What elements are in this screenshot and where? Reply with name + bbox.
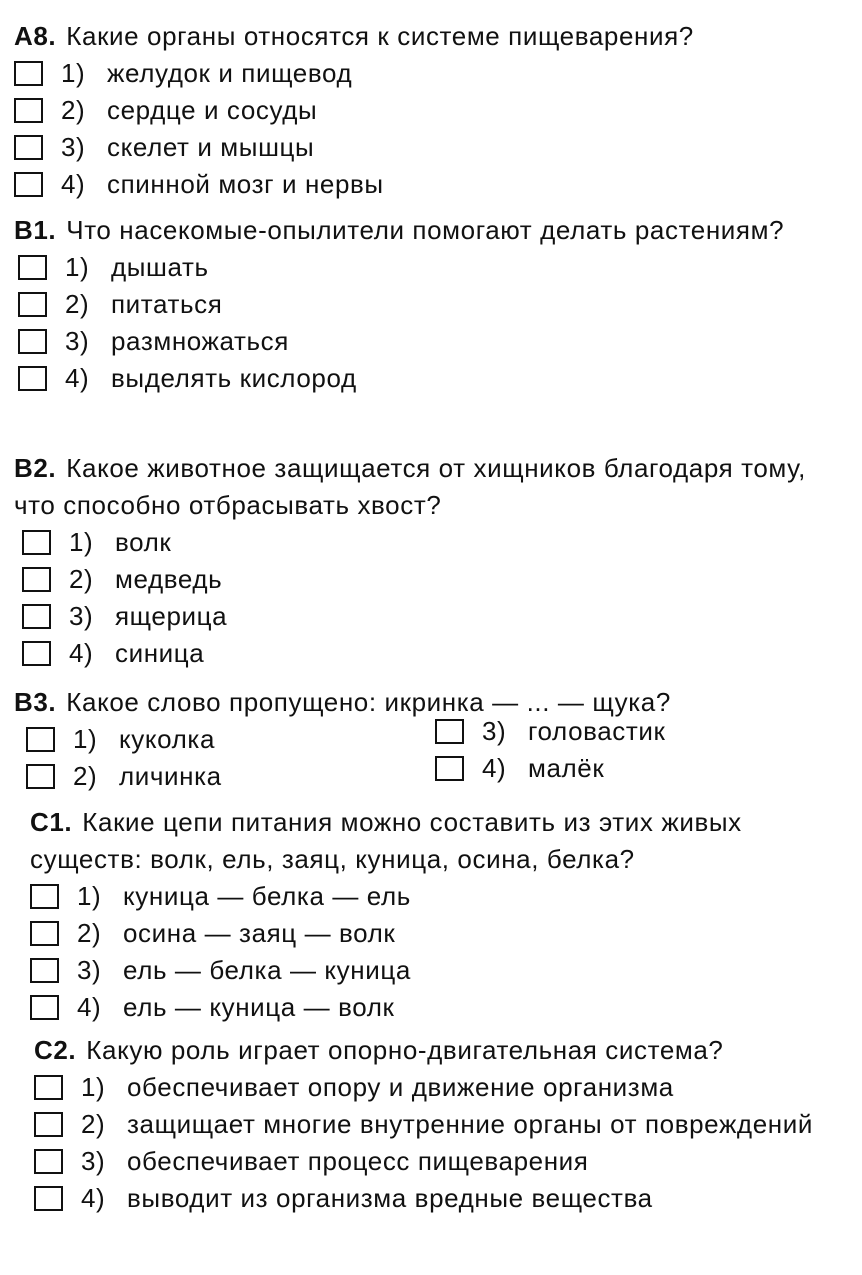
answer-checkbox[interactable] [22,530,51,555]
option-number: 2) [81,1109,106,1139]
question-text: Какую роль играет опорно-двигательная система? [86,1035,724,1065]
option-text: дышать [111,252,209,282]
answer-option [34,1106,848,1143]
answer-checkbox[interactable] [34,1186,63,1211]
answer-option [14,129,862,166]
question-heading [0,1032,862,1069]
option-number: 1) [65,252,90,282]
question-code: С2. [34,1035,77,1065]
option-number: 1) [77,881,102,911]
option-text: питаться [111,289,223,319]
question-b1 [0,212,862,397]
question-b2 [0,450,862,672]
answer-option [34,1069,848,1106]
option-number: 2) [73,761,98,791]
answer-checkbox[interactable] [14,98,43,123]
question-heading [0,212,862,249]
answer-checkbox[interactable] [22,641,51,666]
answer-checkbox[interactable] [22,604,51,629]
option-text: осина — заяц — волк [123,918,396,948]
option-number: 4) [65,363,90,393]
option-text: спинной мозг и нервы [107,169,384,199]
option-text: куница — белка — ель [123,881,411,911]
option-text: волк [115,527,172,557]
question-a8 [0,18,862,203]
question-text: Какое животное защищается от хищников благодаря тому, что способно отбрасывать хвост? [14,453,806,520]
answer-option [30,915,862,952]
question-text: Какие органы относятся к системе пищеварения? [66,21,694,51]
question-c2 [0,1032,862,1217]
answer-option [26,758,453,795]
question-heading [0,450,862,524]
option-text: выделять кислород [111,363,357,393]
option-text: синица [115,638,205,668]
answer-option [14,166,862,203]
answer-option [30,878,862,915]
answer-option [22,635,862,672]
question-code: В1. [14,215,57,245]
option-number: 2) [65,289,90,319]
question-text: Какие цепи питания можно составить из этих живых существ: волк, ель, заяц, куница, осина, белка? [30,807,742,874]
option-number: 4) [77,992,102,1022]
answer-option [26,721,453,758]
question-heading [0,18,862,55]
option-number: 3) [65,326,90,356]
answer-checkbox[interactable] [34,1112,63,1137]
answer-checkbox[interactable] [18,292,47,317]
question-code: А8. [14,21,57,51]
option-number: 1) [61,58,86,88]
answer-checkbox[interactable] [34,1075,63,1100]
answer-checkbox[interactable] [22,567,51,592]
option-number: 4) [81,1183,106,1213]
answer-option [34,1180,848,1217]
option-text: сердце и сосуды [107,95,318,125]
answer-option [14,55,862,92]
answer-option [30,952,862,989]
question-text: Что насекомые-опылители помогают делать растениям? [66,215,785,245]
answer-option [18,249,862,286]
answer-checkbox[interactable] [435,719,464,744]
question-code: С1. [30,807,73,837]
option-text: скелет и мышцы [107,132,315,162]
option-number: 3) [61,132,86,162]
answer-checkbox[interactable] [18,366,47,391]
option-number: 3) [482,716,507,746]
question-heading [0,804,862,878]
answer-checkbox[interactable] [18,255,47,280]
answer-checkbox[interactable] [14,135,43,160]
option-text: куколка [119,724,215,754]
option-number: 3) [77,955,102,985]
option-text: обеспечивает процесс пищеварения [127,1146,589,1176]
answer-option [14,92,862,129]
option-number: 2) [69,564,94,594]
answer-checkbox[interactable] [30,884,59,909]
question-code: В3. [14,687,57,717]
answer-checkbox[interactable] [34,1149,63,1174]
answer-option [22,524,862,561]
question-text: Какое слово пропущено: икринка — ... — щука? [66,687,671,717]
option-text: ящерица [115,601,228,631]
option-number: 3) [81,1146,106,1176]
answer-option [34,1143,848,1180]
answer-checkbox[interactable] [435,756,464,781]
answer-checkbox[interactable] [30,995,59,1020]
option-text: головастик [528,716,666,746]
answer-option [22,561,862,598]
option-text: медведь [115,564,223,594]
answer-checkbox[interactable] [18,329,47,354]
option-number: 1) [73,724,98,754]
answer-checkbox[interactable] [30,921,59,946]
option-text: личинка [119,761,222,791]
option-text: желудок и пищевод [107,58,353,88]
answer-checkbox[interactable] [26,764,55,789]
option-text: ель — белка — куница [123,955,411,985]
option-number: 4) [61,169,86,199]
option-text: ель — куница — волк [123,992,395,1022]
answer-checkbox[interactable] [26,727,55,752]
option-number: 2) [77,918,102,948]
answer-option [435,713,862,750]
option-number: 2) [61,95,86,125]
answer-option [30,989,862,1026]
answer-option [435,750,862,787]
answer-option [18,360,862,397]
question-code: В2. [14,453,57,483]
option-number: 4) [482,753,507,783]
option-text: обеспечивает опору и движение организма [127,1072,674,1102]
option-number: 3) [69,601,94,631]
option-number: 4) [69,638,94,668]
option-number: 1) [81,1072,106,1102]
answer-checkbox[interactable] [14,172,43,197]
option-number: 1) [69,527,94,557]
question-b3 [0,684,862,795]
answer-checkbox[interactable] [30,958,59,983]
option-text: размножаться [111,326,289,356]
answer-option [22,598,862,635]
answer-option [18,286,862,323]
question-c1 [0,804,862,1026]
answer-checkbox[interactable] [14,61,43,86]
option-text: выводит из организма вредные вещества [127,1183,653,1213]
answer-option [18,323,862,360]
option-text: малёк [528,753,605,783]
option-text: защищает многие внутренние органы от повреждений [127,1109,813,1139]
